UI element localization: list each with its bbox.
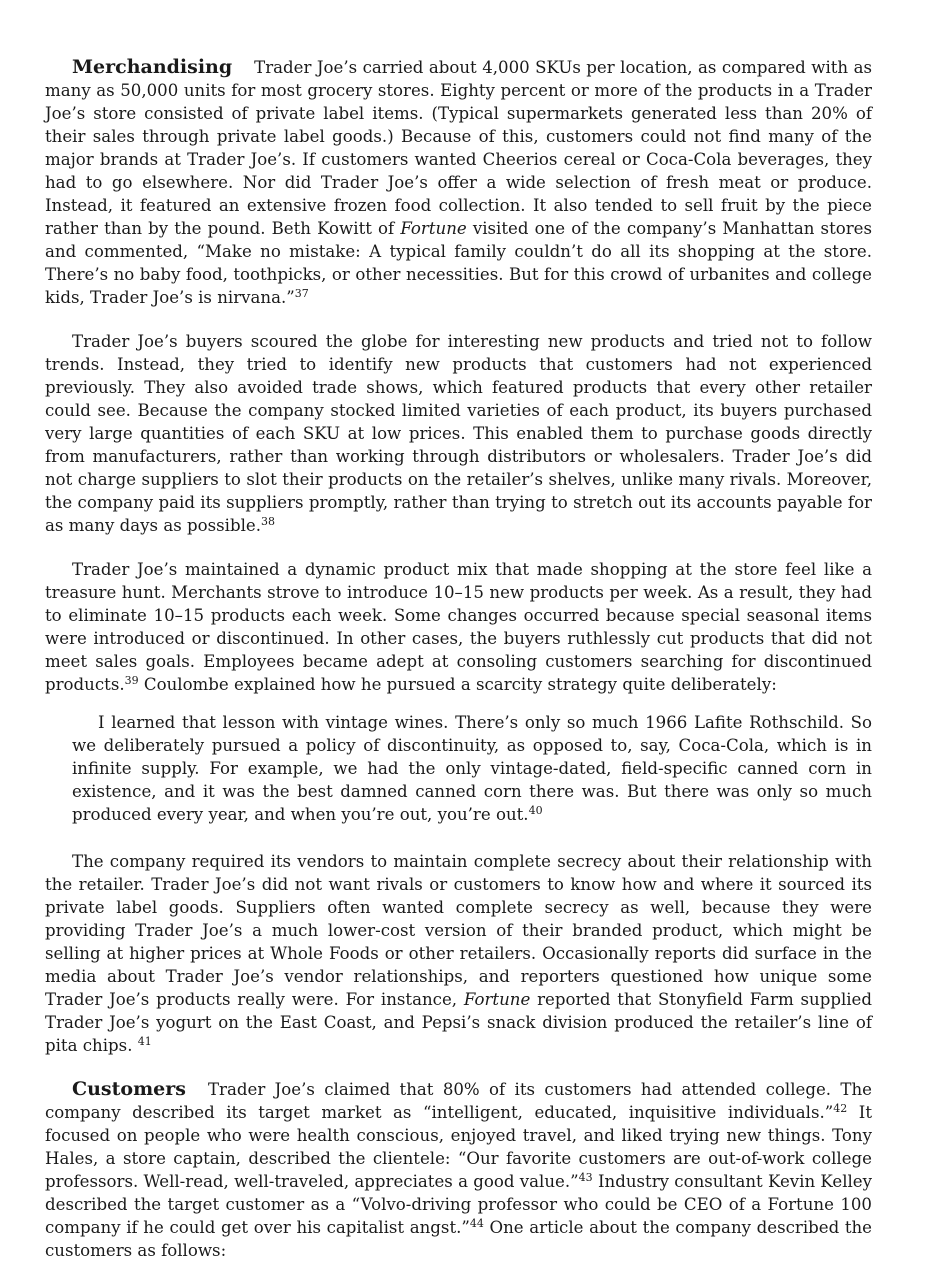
- cust-p1-text-a: Trader Joe’s claimed that 80% of its customers had attended college. The company described its target market as “intelligent, educated, inquisitive individuals.”: [45, 1080, 872, 1122]
- footnote-39: 39: [124, 674, 139, 687]
- merchandising-paragraph-4: [45, 850, 872, 1057]
- footnote-40: 40: [528, 804, 543, 817]
- merch-p4-text-a: The company required its vendors to maintain complete secrecy about their relationship with the retailer. Trader Joe’s did not want rivals or customers to know how and where it sourced its private label goods. Suppliers often wanted complete secrecy as well, because they were providing Trader Joe’s a much lower-cost version of their branded product, which might be selling at higher prices at Whole Foods or other retailers. Occasionally reports did surface in the media about Trader Joe’s vendor relationships, and reporters questioned how unique some Trader Joe’s products really were. For instance,: [45, 852, 872, 1009]
- merchandising-heading: Merchandising: [72, 56, 233, 78]
- customers-paragraph-1: [45, 1078, 872, 1262]
- merch-p3-text-b: Coulombe explained how he pursued a scarcity strategy quite deliberately:: [143, 675, 777, 694]
- merchandising-paragraph-3: [45, 558, 872, 696]
- coulombe-quote-text: [72, 711, 872, 826]
- fortune-italic-2: Fortune: [463, 990, 531, 1009]
- footnote-42: 42: [833, 1102, 848, 1115]
- merch-p4-text-b: reported that Stonyfield Farm supplied Trader Joe’s yogurt on the East Coast, and Pepsi’s snack division produced the retailer’s line of pita chips.: [45, 990, 872, 1055]
- merch-p1-text-b: visited one of the company’s Manhattan stores and commented, “Make no mistake: A typical family couldn’t do all its shopping at the store. There’s no baby food, toothpicks, or other necessities. But for this crowd of urbanites and college kids, Trader Joe’s is nirvana.”: [45, 219, 872, 307]
- footnote-37: 37: [294, 287, 309, 300]
- merch-p2-text: Trader Joe’s buyers scoured the globe for interesting new products and tried not to follow trends. Instead, they tried to identify new products that customers had not experienced previously. They also avoided trade shows, which featured products that every other retailer could see. Because the company stocked limited varieties of each product, its buyers purchased very large quantities of each SKU at low prices. This enabled them to purchase goods directly from manufacturers, rather than working through distributors or wholesalers. Trader Joe’s did not charge suppliers to slot their products on the retailer’s shelves, unlike many rivals. Moreover, the company paid its suppliers promptly, rather than trying to stretch out its accounts payable for as many days as possible.: [45, 332, 872, 535]
- merchandising-paragraph-1: [45, 56, 872, 309]
- coulombe-quote: [72, 711, 872, 826]
- footnote-41: 41: [137, 1035, 152, 1048]
- cust-p1-text-b: It focused on people who were health conscious, enjoyed travel, and liked trying new things. Tony Hales, a store captain, described the clientele: “Our favorite customers are out-of-work college professors. Well-read, well-traveled, appreciates a good value.”: [45, 1103, 872, 1191]
- cust-p1-text-c: Industry consultant Kevin Kelley described the target customer as a “Volvo-driving professor who could be CEO of a Fortune 100 company if he could get over his capitalist angst.”: [45, 1172, 873, 1237]
- footnote-38: 38: [261, 515, 275, 528]
- fortune-italic-1: Fortune: [400, 219, 467, 238]
- cust-p1-text-d: One article about the company described the customers as follows:: [45, 1218, 873, 1260]
- merch-p1-text-a: Trader Joe’s carried about 4,000 SKUs per location, as compared with as many as 50,000 units for most grocery stores. Eighty percent or more of the products in a Trader Joe’s store consisted of private label items. (Typical supermarkets generated less than 20% of their sales through private label goods.) Because of this, customers could not find many of the major brands at Trader Joe’s. If customers wanted Cheerios cereal or Coca-Cola beverages, they had to go elsewhere. Nor did Trader Joe’s offer a wide selection of fresh meat or produce. Instead, it featured an extensive frozen food collection. It also tended to sell fruit by the piece rather than by the pound. Beth Kowitt of: [45, 58, 872, 238]
- customers-heading: Customers: [72, 1078, 186, 1100]
- footnote-43: 43: [578, 1171, 593, 1184]
- merchandising-paragraph-2: [45, 330, 872, 537]
- footnote-44: 44: [469, 1217, 484, 1230]
- quote-text: I learned that lesson with vintage wines. There’s only so much 1966 Lafite Rothschild. So we deliberately pursued a policy of discontinuity, as opposed to, say, Coca-Cola, which is in infinite supply. For example, we had the only vintage-dated, field-specific canned corn in existence, and it was the best damned canned corn there was. But there was only so much produced every year, and when you’re out, you’re out.: [72, 713, 872, 824]
- merch-p3-text-a: Trader Joe’s maintained a dynamic product mix that made shopping at the store feel like a treasure hunt. Merchants strove to introduce 10–15 new products per week. As a result, they had to eliminate 10–15 products each week. Some changes occurred because special seasonal items were introduced or discontinued. In other cases, the buyers ruthlessly cut products that did not meet sales goals. Employees became adept at consoling customers searching for discontinued products.: [45, 560, 872, 694]
